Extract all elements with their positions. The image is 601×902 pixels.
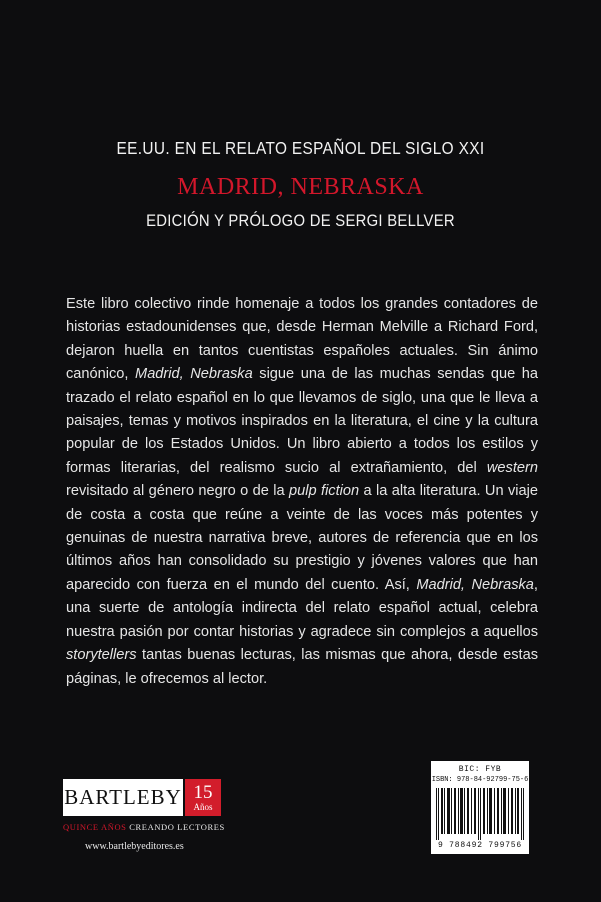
- blurb-italic-storytellers: storytellers: [66, 647, 137, 664]
- blurb-text: , una suerte de antología indirecta del relato español actual, celebra nuestra pasión por contar historias y agradece sin complejos a aquellos: [66, 576, 538, 640]
- anniversary-badge: [185, 779, 221, 816]
- blurb-text: a la alta literatura. Un viaje de costa a costa que reúne a veinte de las voces más potentes y genuinas de nuestra narrativa breve, autores de referencia que en los últimos años han consolidado su prestigio y jóvenes valores que han aparecido con fuerza en el mundo del cuento. Así,: [66, 483, 538, 593]
- isbn-code: ISBN: 978-84-92799-75-6: [431, 776, 529, 784]
- barcode-digits: 9 788492 799756: [437, 841, 522, 850]
- publisher-website: www.bartlebyeditores.es: [85, 841, 184, 852]
- publisher-logo: [63, 779, 221, 816]
- blurb-text: revisitado al género negro o de la: [66, 483, 290, 500]
- barcode-label: [431, 761, 529, 854]
- blurb-text: tantas buenas lecturas, las mismas que ahora, desde estas páginas, le ofrecemos al lector.: [66, 647, 538, 687]
- tagline-red: QUINCE AÑOS: [63, 822, 127, 832]
- barcode-icon: [436, 788, 524, 840]
- bic-code: BIC: FYB: [458, 765, 502, 774]
- anniversary-word: Años: [193, 802, 213, 812]
- blurb-italic-title: Madrid, Nebraska: [135, 366, 253, 383]
- back-cover-blurb: [66, 293, 538, 691]
- blurb-text: sigue una de las muchas sendas que ha trazado el relato español en lo que llevamos de siglo, una que le lleva a paisajes, temas y motivos inspirados en la literatura, el cine y la cultura popular de los Estados Unidos. Un libro abierto a todos los estilos y formas literarias, del realismo sucio al extrañamiento, del: [66, 366, 538, 476]
- series-line: EE.UU. EN EL RELATO ESPAÑOL DEL SIGLO XXI: [116, 138, 485, 158]
- blurb-italic-western: western: [486, 459, 538, 476]
- editor-line: EDICIÓN Y PRÓLOGO DE SERGI BELLVER: [146, 212, 455, 230]
- book-title: MADRID, NEBRASKA: [177, 174, 424, 200]
- header-block: [0, 136, 601, 233]
- anniversary-number: 15: [193, 782, 213, 803]
- publisher-tagline: [63, 822, 233, 832]
- blurb-italic-title: Madrid, Nebraska: [416, 576, 534, 593]
- blurb-italic-pulp: pulp fiction: [289, 483, 360, 500]
- blurb-text: Este libro colectivo rinde homenaje a todos los grandes contadores de historias estadounidenses que, desde Herman Melville a Richard Ford, dejaron huella en tantos cuentistas españoles actuales. Sin ánimo canónico,: [66, 296, 538, 383]
- tagline-white: CREANDO LECTORES: [129, 822, 225, 832]
- publisher-logo-wordmark: BARTLEBY: [63, 779, 183, 816]
